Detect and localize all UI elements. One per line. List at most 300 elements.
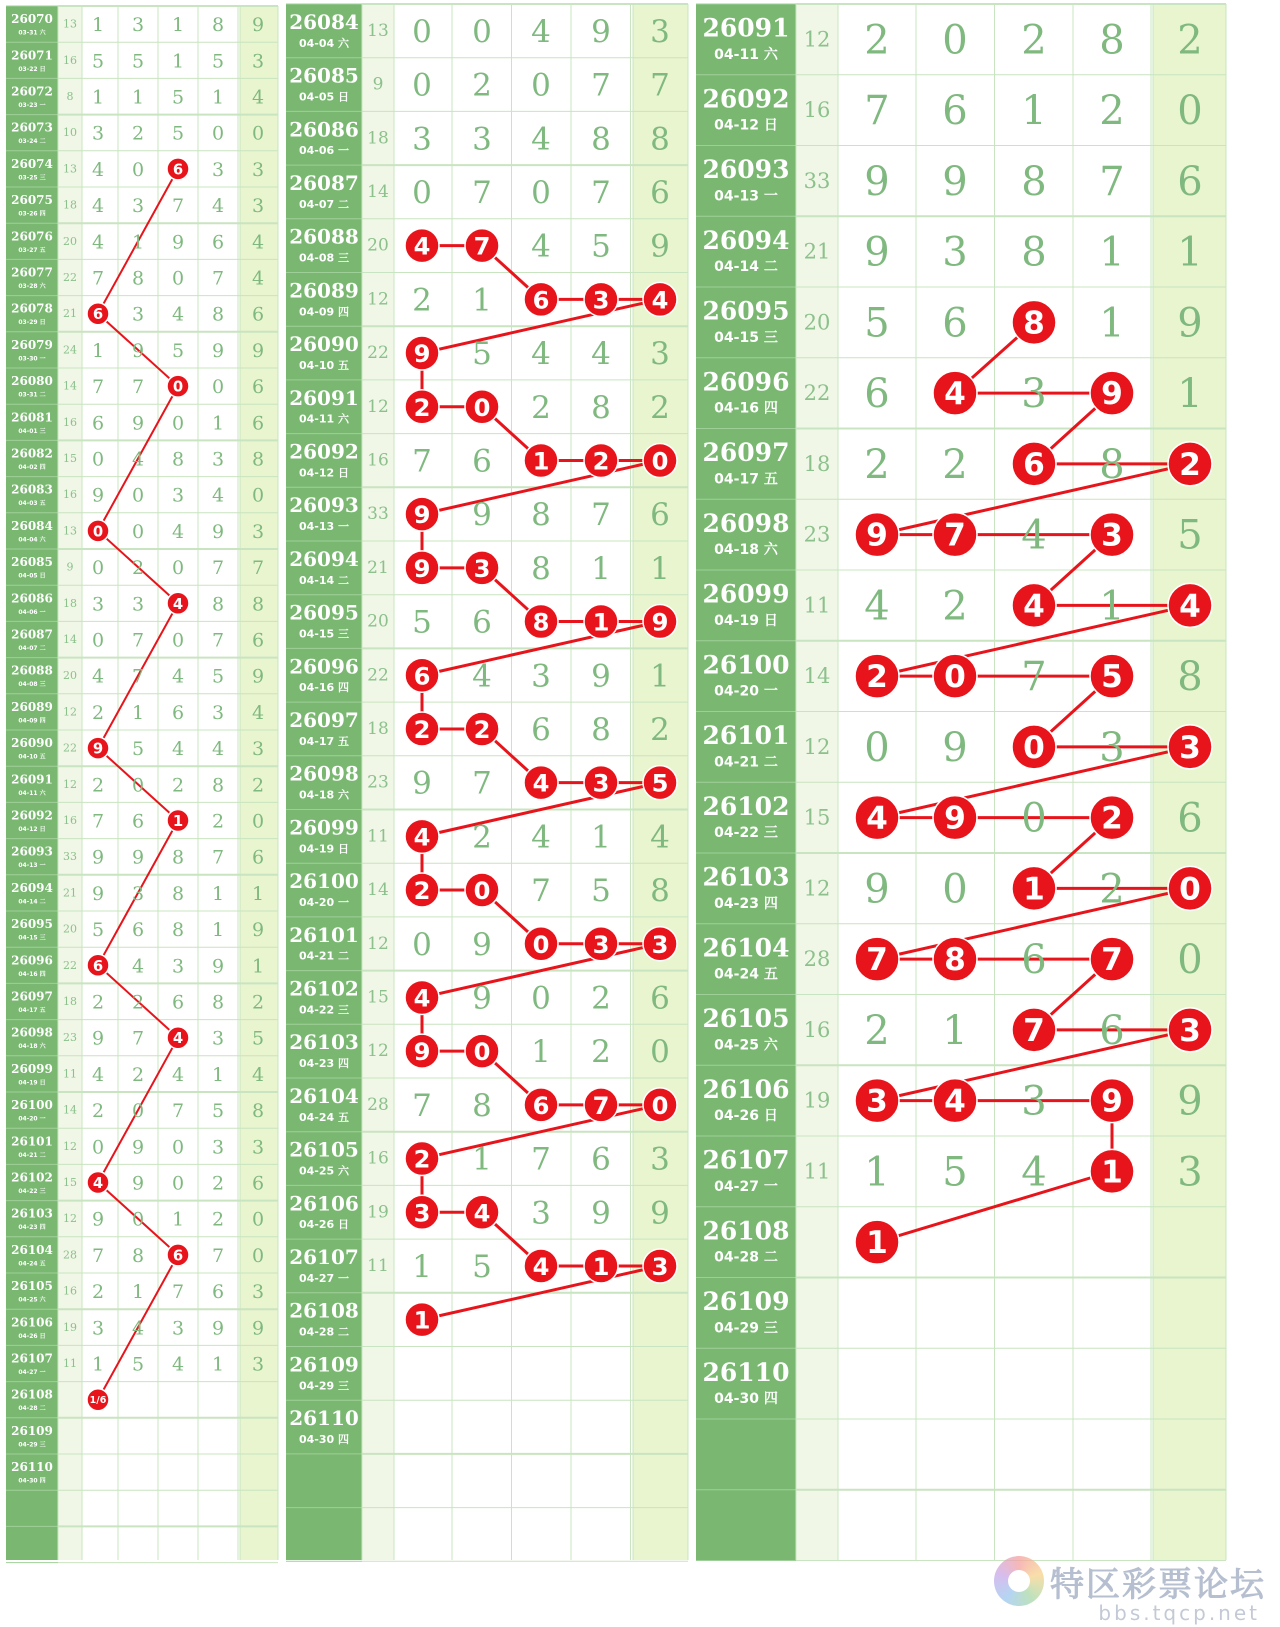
highlight-number: 6 — [172, 161, 184, 179]
issue-date: 04-05 日 — [18, 572, 46, 580]
issue-number: 26101 — [289, 922, 359, 947]
highlight-number: 4 — [1179, 588, 1201, 625]
draw-digit: 7 — [412, 1087, 432, 1124]
draw-digit: 3 — [91, 122, 105, 145]
sum-value: 16 — [63, 814, 77, 827]
highlight-number: 6 — [532, 1091, 550, 1120]
issue-date: 04-08 三 — [298, 251, 350, 265]
issue-number: 26093 — [702, 155, 790, 185]
draw-digit: 8 — [171, 448, 185, 471]
issue-date: 04-26 日 — [714, 1108, 778, 1125]
draw-digit: 2 — [591, 980, 611, 1017]
sum-value: 14 — [367, 181, 389, 202]
issue-date: 04-29 三 — [298, 1379, 350, 1393]
draw-digit: 1 — [1177, 229, 1203, 276]
sum-value: 23 — [367, 772, 389, 793]
draw-digit: 1 — [1177, 371, 1203, 418]
highlight-number: 0 — [1179, 871, 1201, 908]
draw-digit: 1 — [211, 412, 225, 435]
draw-digit: 1 — [591, 819, 611, 856]
sum-value: 16 — [803, 98, 831, 123]
draw-digit: 6 — [251, 303, 265, 326]
draw-digit: 5 — [91, 50, 105, 73]
draw-digit: 4 — [531, 228, 551, 265]
draw-digit: 3 — [131, 303, 145, 326]
watermark — [994, 1555, 1266, 1607]
highlight-number: 4 — [651, 286, 669, 315]
draw-digit: 8 — [1021, 229, 1047, 276]
draw-digit: 1 — [650, 550, 670, 587]
sum-value: 18 — [803, 451, 831, 476]
issue-number: 26095 — [289, 600, 359, 625]
issue-number: 26090 — [11, 736, 53, 751]
issue-date: 04-25 六 — [714, 1037, 778, 1054]
draw-digit: 1 — [211, 1353, 225, 1376]
sum-value: 23 — [63, 1031, 77, 1045]
highlight-number: 0 — [651, 447, 669, 476]
issue-number: 26095 — [702, 296, 790, 326]
draw-digit: 9 — [251, 665, 265, 688]
issue-date: 03-23 一 — [18, 102, 46, 109]
issue-number: 26094 — [289, 546, 359, 571]
draw-digit: 8 — [251, 593, 265, 616]
issue-number: 26107 — [289, 1244, 359, 1269]
draw-digit: 1 — [91, 86, 105, 109]
issue-date: 04-30 四 — [714, 1391, 778, 1408]
draw-digit: 1 — [131, 1281, 145, 1304]
issue-date: 03-27 五 — [18, 246, 46, 254]
issue-date: 03-29 日 — [18, 319, 46, 327]
draw-digit: 6 — [91, 412, 105, 435]
draw-digit: 8 — [591, 711, 611, 748]
sum-value: 14 — [63, 379, 77, 393]
issue-date: 04-13 一 — [714, 188, 778, 205]
draw-digit: 0 — [412, 174, 432, 211]
draw-digit: 2 — [942, 583, 968, 630]
highlight-number: 0 — [473, 1038, 491, 1067]
draw-digit: 8 — [591, 121, 611, 158]
draw-digit: 5 — [131, 738, 145, 761]
issue-number: 26089 — [289, 278, 359, 303]
draw-digit: 1 — [650, 658, 670, 695]
issue-date: 04-15 三 — [714, 329, 778, 346]
draw-digit: 3 — [251, 1281, 265, 1304]
issue-date: 03-28 六 — [18, 283, 46, 290]
draw-digit: 5 — [942, 1149, 968, 1196]
issue-number: 26100 — [702, 650, 790, 680]
draw-digit: 6 — [942, 300, 968, 347]
draw-digit: 5 — [91, 919, 105, 942]
highlight-number: 3 — [1179, 729, 1201, 766]
sum-value: 9 — [372, 74, 384, 95]
highlight-number: 4 — [473, 1199, 491, 1228]
draw-digit: 9 — [91, 484, 105, 507]
highlight-number: 2 — [1179, 446, 1201, 483]
issue-date: 04-18 六 — [714, 542, 778, 559]
sum-value: 18 — [63, 596, 77, 610]
draw-digit: 3 — [211, 1027, 225, 1050]
issue-number: 26073 — [11, 120, 53, 135]
draw-digit: 1 — [1099, 583, 1125, 630]
highlight-number: 1 — [592, 1252, 610, 1281]
highlight-number: 9 — [1101, 376, 1123, 413]
issue-number: 26087 — [289, 170, 359, 195]
sum-value: 22 — [803, 381, 831, 406]
draw-digit: 4 — [91, 1063, 105, 1086]
draw-digit: 5 — [864, 300, 890, 347]
issue-number: 26086 — [11, 591, 53, 606]
issue-date: 03-24 二 — [18, 138, 46, 146]
issue-number: 26094 — [702, 225, 790, 255]
draw-digit: 5 — [131, 50, 145, 73]
draw-digit: 7 — [171, 1281, 185, 1304]
draw-digit: 6 — [531, 711, 551, 748]
draw-digit: 8 — [1021, 158, 1047, 205]
draw-digit: 6 — [251, 412, 265, 435]
highlight-number: 2 — [473, 715, 491, 744]
draw-digit: 0 — [942, 866, 968, 913]
highlight-number: 0 — [651, 1091, 669, 1120]
draw-digit: 8 — [1099, 17, 1125, 64]
sum-value: 13 — [63, 524, 77, 538]
sum-value: 20 — [803, 310, 831, 335]
highlight-number: 2 — [413, 715, 431, 744]
draw-digit: 0 — [412, 67, 432, 104]
draw-digit: 4 — [864, 583, 890, 630]
highlight-number: 3 — [413, 1199, 431, 1228]
issue-date: 04-28 二 — [18, 1405, 46, 1413]
draw-digit: 1 — [472, 282, 492, 319]
sum-value: 12 — [63, 777, 77, 791]
highlight-number: 1 — [532, 447, 550, 476]
issue-number: 26102 — [289, 976, 359, 1001]
sum-value: 22 — [63, 741, 77, 755]
sum-value: 28 — [367, 1094, 389, 1115]
draw-digit: 8 — [531, 550, 551, 587]
issue-number: 26084 — [289, 9, 359, 34]
issue-number: 26078 — [11, 301, 53, 316]
sum-value: 22 — [63, 271, 77, 284]
draw-digit: 2 — [251, 774, 265, 797]
issue-number: 26099 — [289, 815, 359, 840]
draw-digit: 8 — [131, 267, 145, 290]
sum-value: 20 — [63, 234, 77, 248]
draw-digit: 2 — [131, 122, 145, 145]
highlight-number: 9 — [413, 340, 431, 369]
issue-number: 26070 — [11, 12, 53, 27]
sum-value: 12 — [63, 1139, 77, 1153]
sum-value: 14 — [367, 880, 389, 901]
draw-digit: 3 — [211, 158, 225, 181]
sum-value: 13 — [63, 17, 77, 31]
draw-digit: 4 — [251, 267, 265, 290]
issue-number: 26109 — [702, 1287, 790, 1317]
draw-digit: 9 — [591, 1195, 611, 1232]
draw-digit: 3 — [1021, 1078, 1047, 1125]
issue-date: 03-22 日 — [18, 65, 46, 73]
draw-digit: 1 — [171, 14, 185, 37]
issue-number: 26091 — [289, 385, 359, 410]
issue-date: 04-29 三 — [18, 1441, 46, 1449]
draw-digit: 1 — [1099, 229, 1125, 276]
draw-digit: 6 — [211, 231, 225, 254]
sum-value: 18 — [63, 995, 77, 1008]
highlight-number: 1 — [866, 1225, 888, 1262]
issue-number: 26080 — [11, 374, 53, 389]
draw-digit: 6 — [650, 497, 670, 534]
issue-date: 03-31 六 — [18, 29, 46, 37]
sum-value: 12 — [63, 1212, 77, 1226]
draw-digit: 1 — [472, 1141, 492, 1178]
draw-digit: 5 — [171, 339, 185, 362]
draw-digit: 0 — [251, 810, 265, 833]
issue-number: 26097 — [11, 989, 53, 1004]
highlight-number: 9 — [944, 800, 966, 837]
issue-date: 04-21 二 — [298, 949, 350, 963]
sum-value: 12 — [63, 705, 77, 719]
issue-number: 26081 — [11, 410, 53, 425]
issue-number: 26110 — [11, 1460, 53, 1475]
draw-digit: 3 — [251, 195, 265, 218]
issue-number: 26105 — [11, 1279, 53, 1294]
issue-number: 26083 — [11, 482, 53, 497]
issue-date: 04-09 四 — [18, 717, 46, 725]
draw-digit: 0 — [211, 122, 225, 145]
issue-number: 26108 — [11, 1387, 53, 1402]
sum-value: 18 — [63, 198, 77, 212]
sum-value: 19 — [367, 1202, 389, 1223]
issue-number: 26071 — [11, 48, 53, 63]
highlight-number: 2 — [1101, 800, 1123, 837]
sum-value: 11 — [367, 826, 389, 847]
draw-digit: 3 — [131, 14, 145, 37]
draw-digit: 3 — [1177, 1149, 1203, 1196]
sum-value: 28 — [803, 947, 831, 972]
draw-digit: 4 — [531, 13, 551, 50]
draw-digit: 0 — [131, 158, 145, 181]
draw-digit: 0 — [251, 1244, 265, 1267]
draw-digit: 5 — [472, 336, 492, 373]
draw-digit: 6 — [472, 443, 492, 480]
draw-digit: 9 — [472, 497, 492, 534]
draw-digit: 0 — [251, 122, 265, 145]
sum-value: 9 — [66, 560, 74, 574]
draw-digit: 0 — [171, 629, 185, 652]
draw-digit: 0 — [131, 774, 145, 797]
draw-digit: 7 — [591, 497, 611, 534]
draw-digit: 9 — [942, 724, 968, 771]
draw-digit: 7 — [131, 1027, 145, 1050]
issue-number: 26098 — [289, 761, 359, 786]
highlight-number: 7 — [944, 517, 966, 554]
draw-digit: 0 — [1021, 795, 1047, 842]
issue-number: 26107 — [702, 1145, 790, 1175]
draw-digit: 3 — [211, 1136, 225, 1159]
draw-digit: 4 — [171, 738, 185, 761]
draw-digit: 5 — [171, 122, 185, 145]
draw-digit: 7 — [650, 67, 670, 104]
draw-digit: 8 — [211, 774, 225, 797]
draw-digit: 2 — [251, 991, 265, 1014]
sum-value: 11 — [63, 1067, 77, 1081]
draw-digit: 4 — [531, 121, 551, 158]
draw-digit: 2 — [91, 1281, 105, 1304]
watermark-url: bbs.tqcp.net — [1098, 1601, 1260, 1625]
draw-digit: 1 — [412, 1248, 432, 1285]
highlight-number: 9 — [413, 554, 431, 583]
draw-digit: 8 — [472, 1087, 492, 1124]
draw-digit: 9 — [91, 846, 105, 869]
draw-digit: 3 — [211, 448, 225, 471]
draw-digit: 1 — [91, 14, 105, 37]
highlight-number: 4 — [413, 823, 431, 852]
sum-value: 12 — [367, 1041, 389, 1062]
highlight-number: 8 — [532, 608, 550, 637]
draw-digit: 9 — [131, 846, 145, 869]
issue-date: 04-04 六 — [298, 36, 350, 50]
sum-value: 18 — [367, 718, 389, 739]
highlight-number: 9 — [413, 501, 431, 530]
issue-date: 04-10 五 — [298, 358, 350, 372]
draw-digit: 9 — [650, 228, 670, 265]
draw-digit: 2 — [412, 282, 432, 319]
draw-digit: 6 — [864, 371, 890, 418]
draw-digit: 3 — [531, 658, 551, 695]
draw-digit: 1 — [171, 50, 185, 73]
highlight-number: 7 — [1023, 1012, 1045, 1049]
highlight-number: 7 — [592, 1091, 610, 1120]
issue-date: 04-28 二 — [298, 1325, 350, 1339]
draw-digit: 8 — [211, 14, 225, 37]
draw-digit: 4 — [91, 195, 105, 218]
draw-digit: 3 — [251, 1353, 265, 1376]
issue-date: 04-12 日 — [298, 466, 350, 480]
draw-digit: 5 — [131, 1353, 145, 1376]
draw-digit: 4 — [91, 231, 105, 254]
issue-date: 04-12 日 — [714, 117, 778, 134]
highlight-number: 3 — [1179, 1012, 1201, 1049]
draw-digit: 4 — [650, 819, 670, 856]
draw-digit: 8 — [171, 919, 185, 942]
draw-digit: 9 — [211, 955, 225, 978]
draw-digit: 7 — [531, 873, 551, 910]
draw-digit: 3 — [211, 701, 225, 724]
draw-digit: 7 — [864, 88, 890, 135]
highlight-number: 3 — [473, 554, 491, 583]
highlight-number: 4 — [172, 595, 184, 613]
draw-digit: 9 — [650, 1195, 670, 1232]
highlight-number: 4 — [172, 1030, 184, 1048]
highlight-number: 3 — [651, 930, 669, 959]
draw-digit: 0 — [131, 520, 145, 543]
draw-digit: 8 — [211, 303, 225, 326]
draw-digit: 9 — [864, 158, 890, 205]
draw-digit: 9 — [91, 882, 105, 905]
draw-digit: 0 — [171, 1172, 185, 1195]
draw-digit: 2 — [864, 441, 890, 488]
issue-number: 26102 — [702, 791, 790, 821]
highlight-number: 9 — [413, 1038, 431, 1067]
sum-value: 20 — [63, 922, 77, 936]
draw-digit: 0 — [171, 412, 185, 435]
draw-digit: 2 — [591, 1034, 611, 1071]
draw-digit: 9 — [91, 1208, 105, 1231]
draw-digit: 6 — [1021, 937, 1047, 984]
issue-number: 26088 — [289, 224, 359, 249]
draw-digit: 9 — [131, 339, 145, 362]
issue-date: 04-23 四 — [18, 1224, 46, 1232]
draw-digit: 7 — [131, 376, 145, 399]
draw-digit: 7 — [131, 665, 145, 688]
issue-date: 04-22 三 — [298, 1003, 350, 1017]
issue-number: 26101 — [11, 1134, 53, 1149]
draw-digit: 0 — [531, 67, 551, 104]
draw-digit: 0 — [472, 13, 492, 50]
sum-value: 20 — [367, 235, 389, 256]
draw-digit: 6 — [171, 991, 185, 1014]
draw-digit: 1 — [211, 919, 225, 942]
draw-digit: 9 — [591, 13, 611, 50]
draw-digit: 0 — [1177, 88, 1203, 135]
highlight-number: 2 — [413, 877, 431, 906]
draw-digit: 2 — [211, 810, 225, 833]
sum-value: 13 — [63, 162, 77, 176]
draw-digit: 7 — [531, 1141, 551, 1178]
sum-value: 11 — [367, 1255, 389, 1276]
issue-number: 26097 — [289, 707, 359, 732]
draw-digit: 9 — [472, 926, 492, 963]
draw-digit: 9 — [412, 765, 432, 802]
issue-number: 26090 — [289, 332, 359, 357]
issue-number: 26093 — [11, 844, 53, 859]
draw-digit: 1 — [91, 1353, 105, 1376]
draw-digit: 9 — [211, 339, 225, 362]
highlight-number: 4 — [944, 376, 966, 413]
draw-digit: 4 — [131, 448, 145, 471]
issue-number: 26092 — [702, 84, 790, 114]
sum-value: 28 — [63, 1248, 77, 1262]
highlight-number: 0 — [172, 378, 184, 396]
draw-digit: 2 — [131, 1063, 145, 1086]
issue-date: 04-18 六 — [298, 788, 350, 802]
issue-number: 26097 — [702, 438, 790, 468]
draw-digit: 1 — [1099, 300, 1125, 347]
highlight-number: 4 — [532, 769, 550, 798]
issue-date: 04-21 二 — [18, 1151, 46, 1159]
draw-digit: 7 — [211, 557, 225, 580]
sum-value: 14 — [63, 1103, 77, 1117]
draw-digit: 1 — [131, 86, 145, 109]
highlight-number: 4 — [413, 984, 431, 1013]
draw-digit: 0 — [171, 267, 185, 290]
draw-digit: 4 — [171, 665, 185, 688]
sum-value: 12 — [803, 734, 831, 759]
draw-digit: 0 — [650, 1034, 670, 1071]
draw-digit: 6 — [251, 846, 265, 869]
draw-digit: 3 — [1021, 371, 1047, 418]
issue-date: 04-11 六 — [714, 46, 778, 63]
draw-digit: 3 — [251, 738, 265, 761]
sum-value: 12 — [367, 289, 389, 310]
draw-digit: 7 — [211, 1244, 225, 1267]
draw-digit: 4 — [251, 1063, 265, 1086]
issue-number: 26099 — [702, 579, 790, 609]
highlight-number: 2 — [413, 1145, 431, 1174]
draw-digit: 0 — [211, 376, 225, 399]
draw-digit: 2 — [650, 389, 670, 426]
highlight-number: 7 — [473, 232, 491, 261]
issue-number: 26095 — [11, 917, 53, 932]
